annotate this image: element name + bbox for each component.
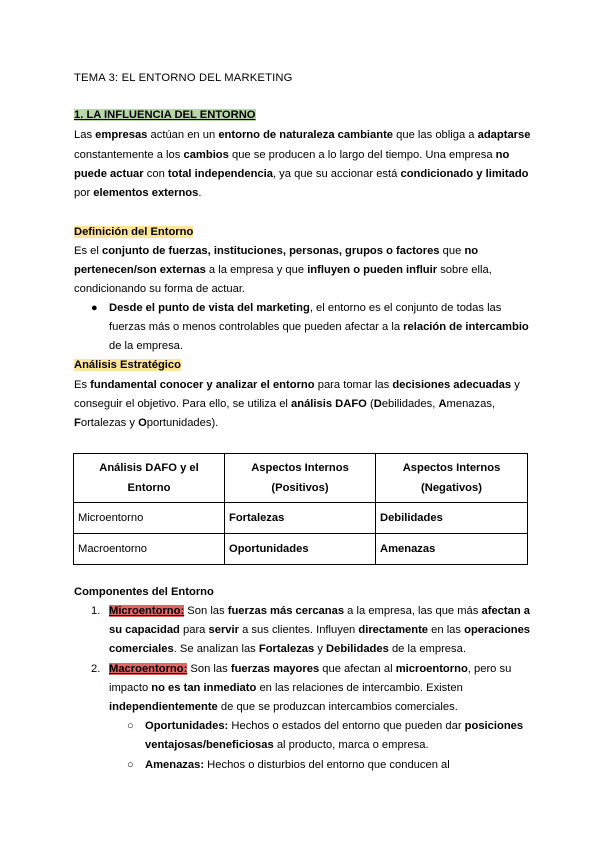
text-run: conseguir el objetivo. Para ello, se utiliza el xyxy=(74,398,292,410)
sub-list-item-line xyxy=(145,719,523,733)
paragraph-line xyxy=(74,416,218,430)
text-run: . Se analizan las xyxy=(173,643,259,655)
text-run: que afectan al xyxy=(319,663,396,675)
table-header-cell: Aspectos Internos (Negativos) xyxy=(376,454,528,503)
section-heading-influencia xyxy=(74,108,256,122)
bold-text: puede actuar xyxy=(74,168,144,180)
text-run: portunidades). xyxy=(146,417,219,429)
bullet-line xyxy=(109,339,183,353)
section-heading-analisis xyxy=(74,358,181,372)
document-title: TEMA 3: EL ENTORNO DEL MARKETING xyxy=(74,72,293,84)
bold-text: Fortalezas xyxy=(258,643,315,655)
text-run: , ya que su accionar está xyxy=(272,168,401,180)
table-cell: Amenazas xyxy=(376,534,528,565)
text-run: Es xyxy=(74,379,91,391)
section-heading-componentes: Componentes del Entorno xyxy=(74,586,214,598)
list-number: 1. xyxy=(91,605,101,617)
bold-text: no es tan inmediato xyxy=(151,682,257,694)
bold-text: directamente xyxy=(358,624,429,636)
bold-text: condicionado y limitado xyxy=(400,168,529,180)
bold-text: A xyxy=(438,398,447,410)
bold-text: operaciones xyxy=(464,624,531,636)
highlighted-term: Macroentorno: xyxy=(109,663,188,675)
bold-text: análisis DAFO xyxy=(291,398,367,410)
bold-text: su capacidad xyxy=(109,624,180,636)
text-run: fuerzas más o menos controlables que pueden afectar a la xyxy=(109,321,404,333)
text-run: en las xyxy=(428,624,465,636)
text-run: . xyxy=(198,187,202,199)
paragraph-line xyxy=(74,378,520,392)
text-run: con xyxy=(143,168,168,180)
text-run: que las obliga a xyxy=(393,129,478,141)
paragraph-line xyxy=(74,397,495,411)
sub-list-item-line xyxy=(145,758,450,772)
sub-bullet-circle-icon: ○ xyxy=(127,720,134,732)
text-run: condicionando su forma de actuar. xyxy=(74,283,246,295)
bold-text: relación de intercambio xyxy=(403,321,529,333)
bold-text: independientemente xyxy=(109,701,218,713)
list-item-line xyxy=(109,642,466,656)
text-run: al producto, marca o empresa. xyxy=(273,739,429,751)
text-run: Hechos o disturbios del entorno que conducen al xyxy=(204,759,450,771)
bold-text: afectan a xyxy=(481,605,531,617)
bold-text: conjunto de fuerzas, instituciones, personas, grupos o factores xyxy=(101,245,440,257)
section-heading-definicion xyxy=(74,225,193,239)
sub-list-item-line xyxy=(145,738,429,752)
text-run: Hechos o estados del entorno que pueden dar xyxy=(228,720,465,732)
text-run: a sus clientes. Influyen xyxy=(238,624,359,636)
table-header-cell: Aspectos Internos (Positivos) xyxy=(225,454,376,503)
bold-text: elementos externos xyxy=(93,187,199,199)
text-run: Las xyxy=(74,129,96,141)
text-run: , el entorno es el conjunto de todas las xyxy=(309,302,502,314)
text-run: Son las xyxy=(187,663,231,675)
list-item-line xyxy=(109,681,463,695)
text-run: para xyxy=(179,624,209,636)
bold-text: Oportunidades: xyxy=(145,720,229,732)
bold-text: no xyxy=(464,245,479,257)
section-heading-text: 1. LA INFLUENCIA DEL ENTORNO xyxy=(74,109,256,121)
text-run: , pero su xyxy=(467,663,512,675)
bold-text: total independencia xyxy=(167,168,273,180)
text-run: actúan en un xyxy=(147,129,219,141)
text-run: por xyxy=(74,187,94,199)
table-row xyxy=(74,534,528,565)
bold-text: influyen o pueden influir xyxy=(307,264,438,276)
text-run: y xyxy=(511,379,520,391)
bold-text: empresas xyxy=(95,129,148,141)
bold-text: decisiones adecuadas xyxy=(392,379,512,391)
table-cell: Fortalezas xyxy=(225,503,376,534)
paragraph-line xyxy=(74,167,529,181)
table-cell: Debilidades xyxy=(376,503,528,534)
section-heading-text: Definición del Entorno xyxy=(74,226,194,238)
list-item-line xyxy=(109,623,530,637)
paragraph-line xyxy=(74,282,245,296)
paragraph-line xyxy=(74,263,492,277)
table-cell: Microentorno xyxy=(74,503,225,534)
text-run: impacto xyxy=(109,682,152,694)
text-run: ortalezas y xyxy=(80,417,139,429)
highlighted-term: Microentorno: xyxy=(109,605,185,617)
text-run: a la empresa y que xyxy=(205,264,308,276)
text-run: para tomar las xyxy=(314,379,393,391)
section-heading-text: Análisis Estratégico xyxy=(74,359,181,371)
bold-text: microentorno xyxy=(395,663,468,675)
table-header-row xyxy=(74,454,528,503)
bold-text: Amenazas: xyxy=(145,759,205,771)
bold-text: entorno de naturaleza cambiante xyxy=(218,129,394,141)
paragraph-line xyxy=(74,148,509,162)
dafo-table xyxy=(73,453,528,565)
bold-text: posiciones xyxy=(464,720,524,732)
bold-text: comerciales xyxy=(109,643,174,655)
bold-text: ventajosas/beneficiosas xyxy=(145,739,274,751)
paragraph-line xyxy=(74,244,478,258)
text-run: menazas, xyxy=(446,398,496,410)
bold-text: adaptarse xyxy=(477,129,531,141)
bold-text: Desde el punto de vista del marketing xyxy=(109,302,310,314)
list-item-line xyxy=(109,700,458,714)
list-item-line xyxy=(109,604,530,618)
text-run: de que se produzcan intercambios comerciales. xyxy=(217,701,458,713)
bullet-marker: ● xyxy=(91,302,98,314)
text-run: a la empresa, las que más xyxy=(344,605,482,617)
bullet-line xyxy=(109,320,529,334)
text-run: ebilidades, xyxy=(381,398,439,410)
table-cell: Oportunidades xyxy=(225,534,376,565)
text-run: de la empresa. xyxy=(388,643,466,655)
text-run: Son las xyxy=(184,605,228,617)
bold-text: servir xyxy=(208,624,239,636)
bold-text: fuerzas más cercanas xyxy=(227,605,345,617)
text-run: Es el xyxy=(74,245,102,257)
paragraph-line xyxy=(74,186,201,200)
paragraph-line xyxy=(74,128,530,142)
text-run: de la empresa. xyxy=(109,340,184,352)
bold-text: cambios xyxy=(183,149,229,161)
bold-text: no xyxy=(495,149,510,161)
text-run: ( xyxy=(366,398,374,410)
list-number: 2. xyxy=(91,663,101,675)
bold-text: D xyxy=(373,398,382,410)
text-run: constantemente a los xyxy=(74,149,184,161)
text-run: y xyxy=(314,643,327,655)
sub-bullet-circle-icon: ○ xyxy=(127,759,134,771)
bold-text: pertenecen/son externas xyxy=(74,264,206,276)
table-header-cell: Análisis DAFO y el Entorno xyxy=(74,454,225,503)
text-run: sobre ella, xyxy=(437,264,492,276)
list-item-line xyxy=(109,662,511,676)
bold-text: fuerzas mayores xyxy=(230,663,320,675)
text-run: que se producen a lo largo del tiempo. Una empresa xyxy=(228,149,496,161)
bullet-line xyxy=(109,301,501,315)
bold-text: Debilidades xyxy=(326,643,389,655)
text-run: en las relaciones de intercambio. Existen xyxy=(256,682,463,694)
bold-text: fundamental conocer y analizar el entorno xyxy=(90,379,315,391)
table-cell: Macroentorno xyxy=(74,534,225,565)
text-run: que xyxy=(439,245,465,257)
bold-text: O xyxy=(138,417,147,429)
table-row xyxy=(74,503,528,534)
bold-text: F xyxy=(74,417,81,429)
